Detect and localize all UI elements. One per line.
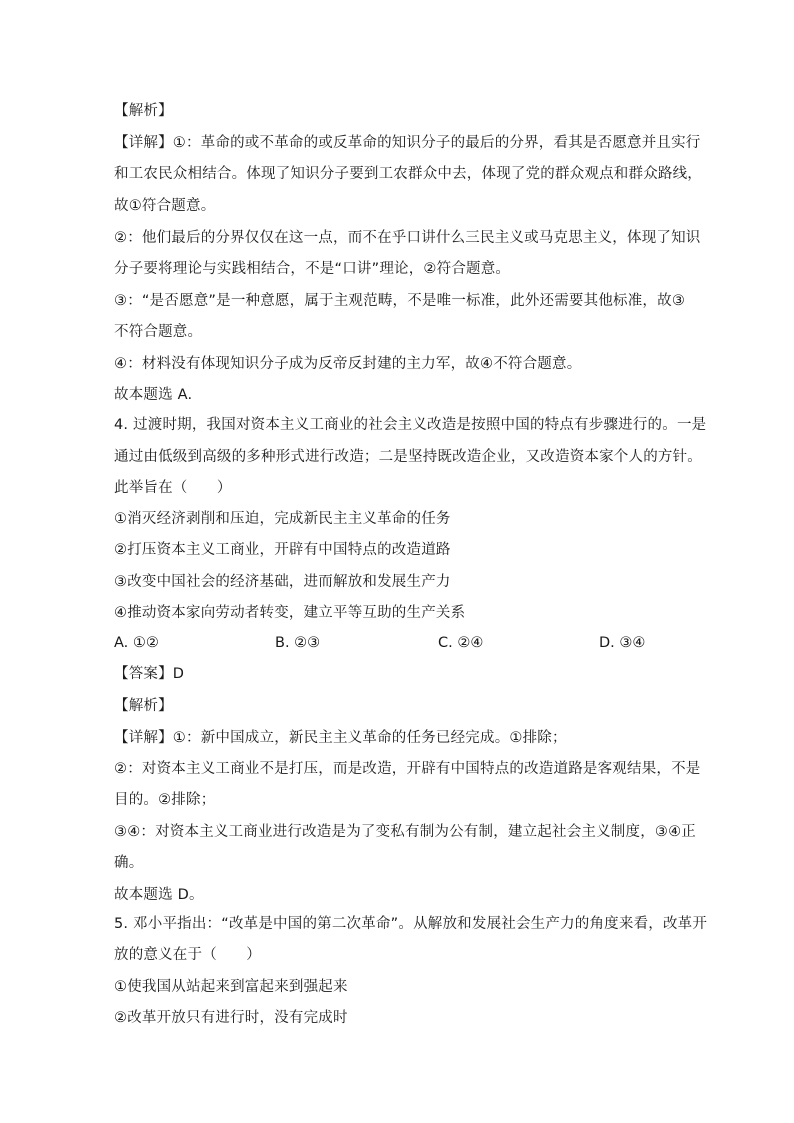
text-line: 通过由低级到高级的多种形式进行改造；二是坚持既改造企业，又改造资本家个人的方针。 — [114, 449, 702, 465]
text-line: ④：材料没有体现知识分子成为反帝反封建的主力军，故④不符合题意。 — [114, 356, 582, 372]
text-line: 放的意义在于（ ） — [114, 947, 261, 963]
question-5-stem: 5. 邓小平指出：“改革是中国的第二次革命”。从解放和发展社会生产力的角度来看，改革开 — [114, 916, 708, 932]
section-label-analysis: 【解析】 — [114, 698, 173, 714]
text-line: ③④：对资本主义工商业进行改造是为了变私有制为公有制，建立起社会主义制度，③④正 — [114, 824, 696, 840]
statement-item: ①消灭经济剥削和压迫，完成新民主主义革命的任务 — [114, 511, 451, 527]
option-b: B. ②③ — [275, 635, 321, 651]
statement-item: ②打压资本主义工商业，开辟有中国特点的改造道路 — [114, 542, 451, 558]
statement-item: ④推动资本家向劳动者转变，建立平等互助的生产关系 — [114, 605, 466, 621]
text-line: 不符合题意。 — [114, 324, 203, 340]
question-4-stem: 4. 过渡时期，我国对资本主义工商业的社会主义改造是按照中国的特点有步骤进行的。一是 — [114, 417, 707, 433]
answer-conclusion: 故本题选 A. — [114, 387, 193, 403]
text-line: 目的。②排除； — [114, 792, 216, 808]
statement-item: ②改革开放只有进行时，没有完成时 — [114, 1010, 348, 1026]
text-line: 故①符合题意。 — [114, 198, 216, 214]
option-d: D. ③④ — [599, 635, 646, 651]
text-line: 分子要将理论与实践相结合，不是“口讲”理论，②符合题意。 — [114, 261, 511, 277]
section-label-answer: 【答案】D — [114, 666, 185, 682]
text-line: 和工农民众相结合。体现了知识分子要到工农群众中去，体现了党的群众观点和群众路线， — [114, 166, 702, 182]
statement-item: ③改变中国社会的经济基础，进而解放和发展生产力 — [114, 574, 451, 590]
text-line: ②：他们最后的分界仅仅在这一点，而不在乎口讲什么三民主义或马克思主义，体现了知识 — [114, 230, 701, 246]
text-line: 【详解】①：新中国成立，新民主主义革命的任务已经完成。①排除； — [114, 730, 567, 746]
option-a: A. ①② — [114, 635, 159, 651]
section-label-analysis: 【解析】 — [114, 103, 173, 119]
text-line: 【详解】①：革命的或不革命的或反革命的知识分子的最后的分界，看其是否愿意并且实行 — [114, 135, 701, 151]
statement-item: ①使我国从站起来到富起来到强起来 — [114, 979, 348, 995]
answer-conclusion: 故本题选 D。 — [114, 887, 204, 903]
option-c: C. ②④ — [438, 635, 484, 651]
text-line: 此举旨在（ ） — [114, 480, 232, 496]
text-line: ②：对资本主义工商业不是打压，而是改造，开辟有中国特点的改造道路是客观结果，不是 — [114, 761, 701, 777]
text-line: 确。 — [114, 855, 144, 871]
text-line: ③：“是否愿意”是一种意愿，属于主观范畴，不是唯一标准，此外还需要其他标准，故③ — [114, 293, 686, 309]
